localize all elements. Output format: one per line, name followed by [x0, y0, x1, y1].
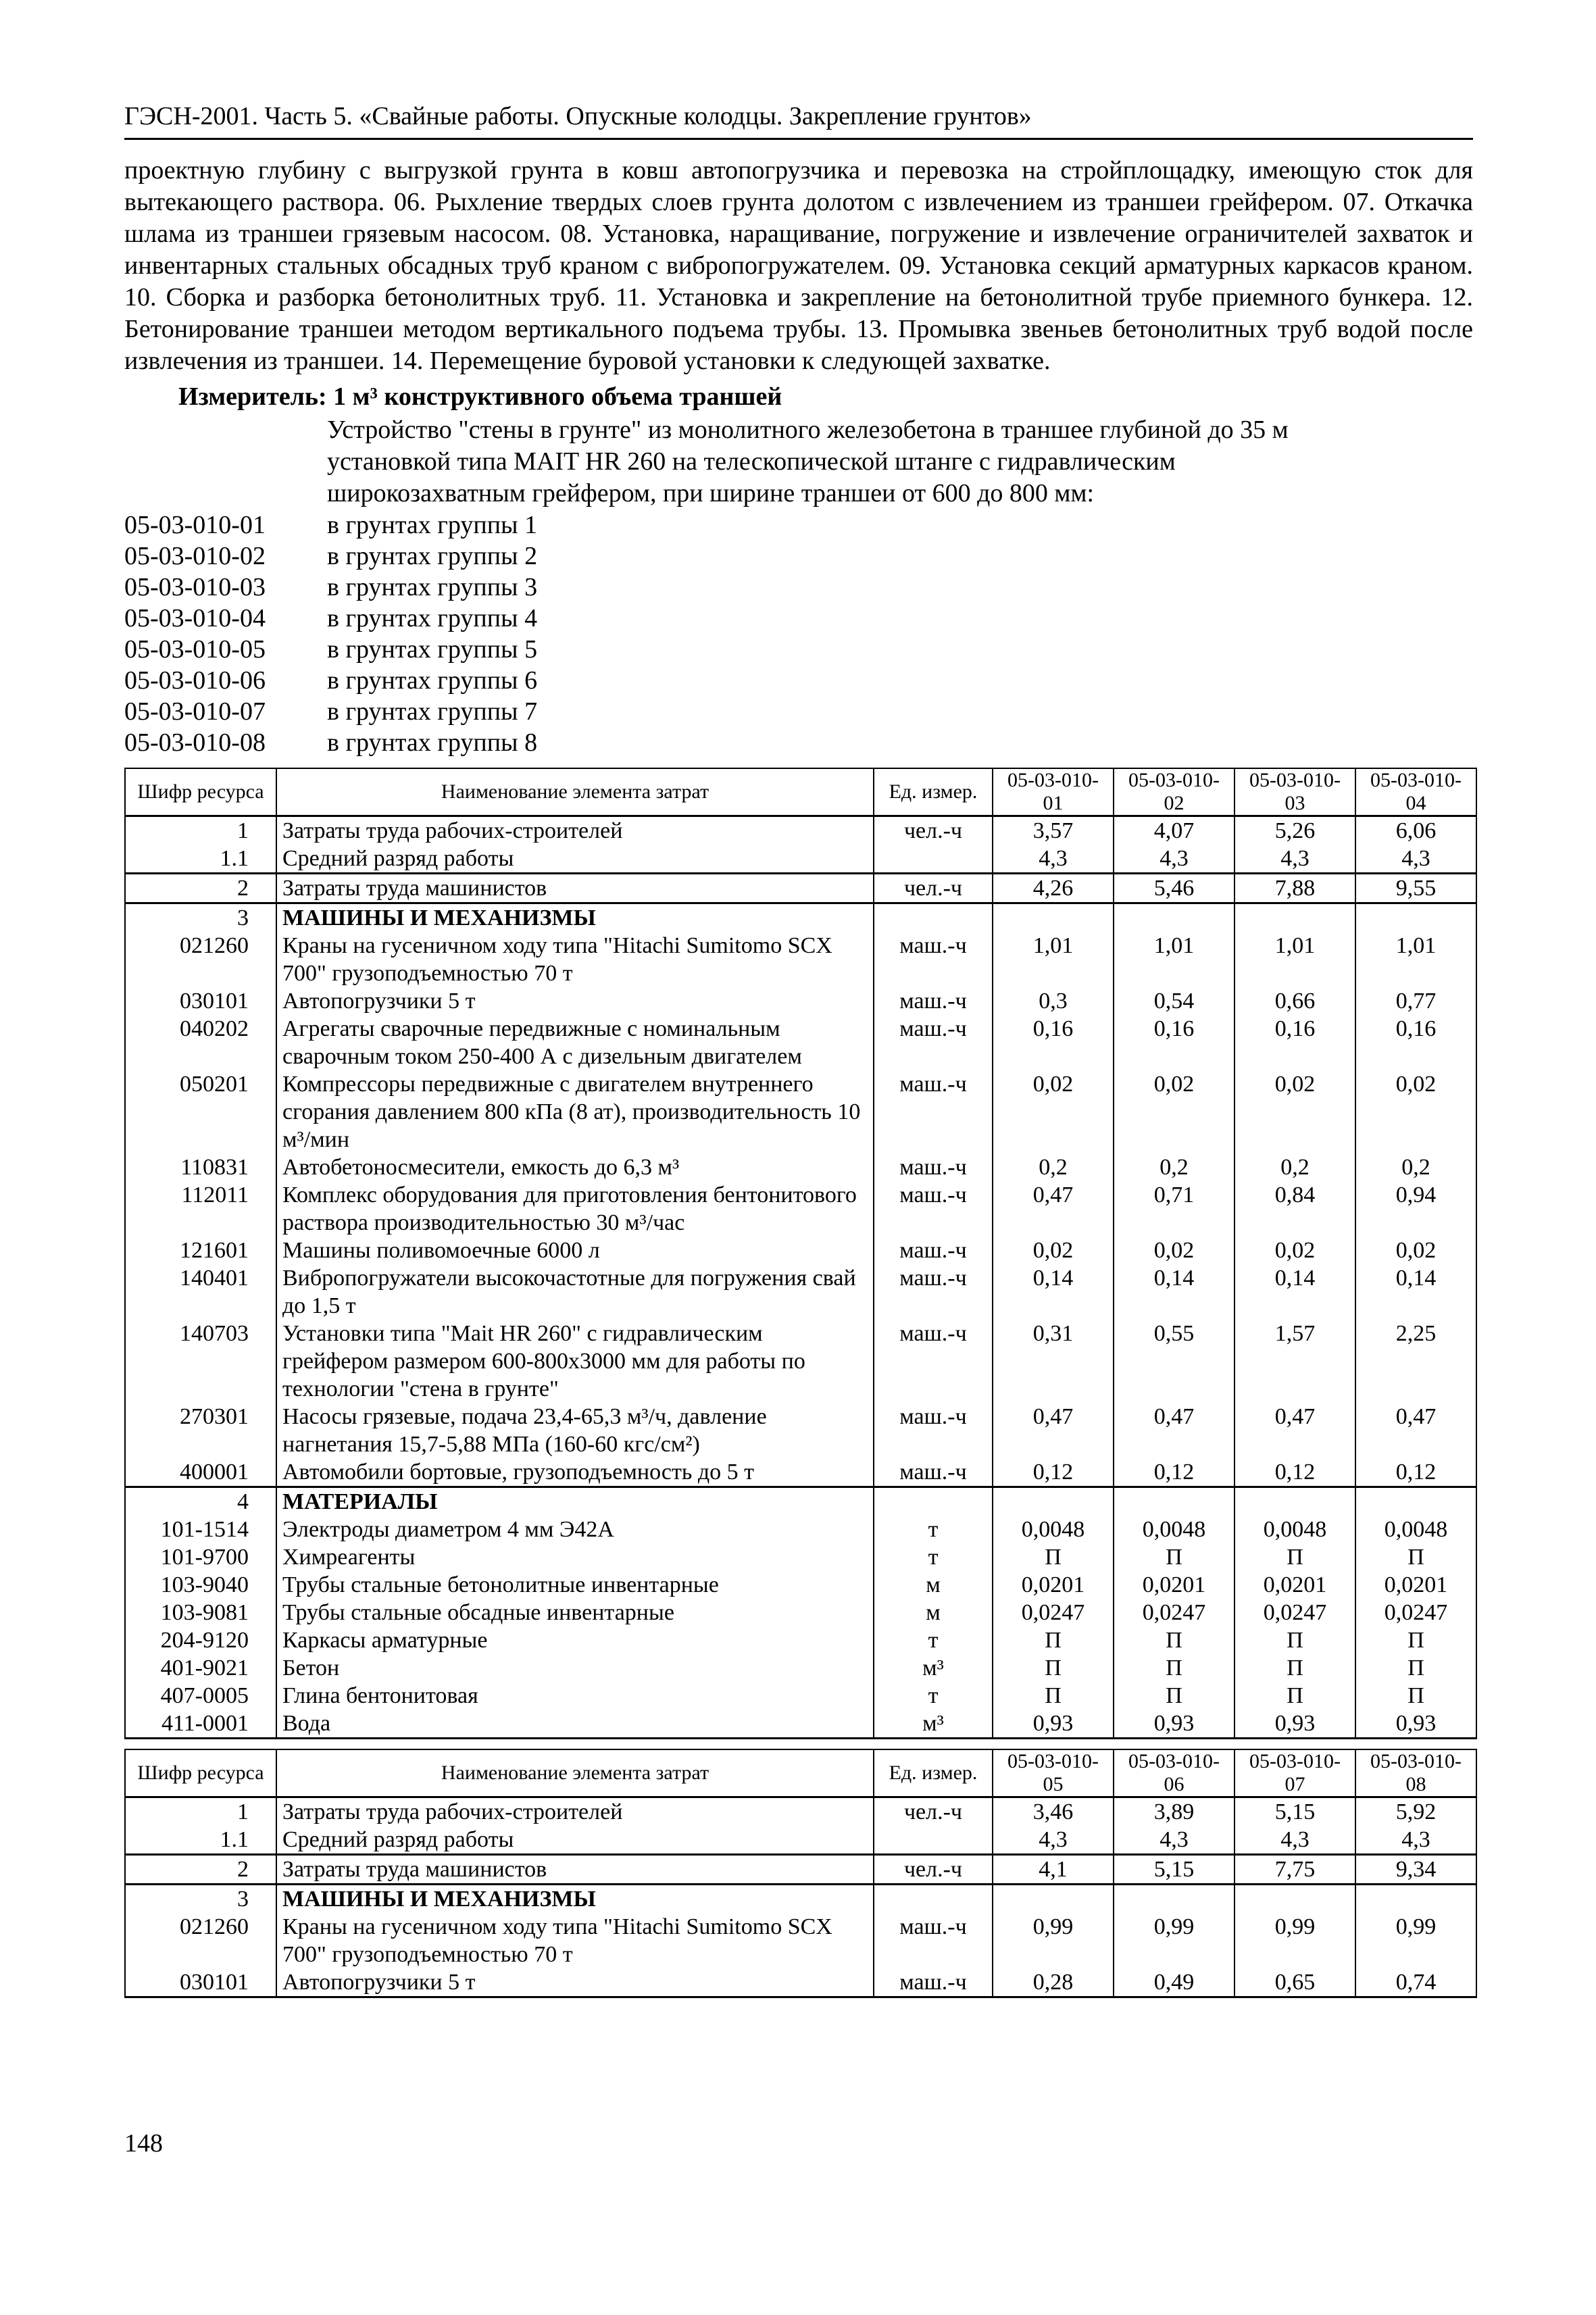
- table-row: [125, 1710, 1476, 1739]
- resource-unit: маш.-ч: [874, 1264, 993, 1320]
- resource-value: 0,54: [1114, 987, 1235, 1015]
- variant-code: 05-03-010-07: [124, 697, 266, 726]
- resource-value: 0,02: [1114, 1237, 1235, 1264]
- table-row: [125, 1885, 1476, 1914]
- resource-value: П: [1114, 1682, 1235, 1710]
- resource-value: 0,14: [1235, 1264, 1355, 1320]
- resource-value: 3,46: [993, 1797, 1114, 1826]
- running-header: ГЭСН-2001. Часть 5. «Свайные работы. Опускные колодцы. Закрепление грунтов»: [124, 101, 1473, 140]
- table-row: [125, 1968, 1476, 1997]
- resource-code: 3: [125, 903, 276, 932]
- resource-value: 3,57: [993, 816, 1114, 845]
- resource-unit: м³: [874, 1654, 993, 1682]
- variant-item: [124, 727, 1473, 758]
- resource-value: П: [993, 1626, 1114, 1654]
- resource-value: П: [1235, 1543, 1355, 1571]
- resource-name: Вибропогружатели высокочастотные для погружения свай до 1,5 т: [276, 1264, 874, 1320]
- resource-code: 400001: [125, 1458, 276, 1487]
- resource-value: 3,89: [1114, 1797, 1235, 1826]
- resource-value: 0,0201: [1114, 1571, 1235, 1599]
- resource-value: 0,93: [993, 1710, 1114, 1739]
- table-row: [125, 1264, 1476, 1320]
- resource-code: 021260: [125, 932, 276, 987]
- resource-name: Каркасы арматурные: [276, 1626, 874, 1654]
- resource-value: 4,1: [993, 1855, 1114, 1885]
- variant-item: [124, 509, 1473, 541]
- resource-value: 1,01: [1235, 932, 1355, 987]
- col-variant: 05-03-010-02: [1114, 768, 1235, 816]
- variant-text: в грунтах группы 5: [327, 635, 538, 664]
- col-variant: 05-03-010-03: [1235, 768, 1355, 816]
- resource-value: 5,26: [1235, 816, 1355, 845]
- resource-unit: т: [874, 1543, 993, 1571]
- resource-value: 4,3: [1355, 1826, 1476, 1855]
- resource-unit: [874, 1487, 993, 1516]
- resource-value: 0,65: [1235, 1968, 1355, 1997]
- variant-text: в грунтах группы 6: [327, 666, 538, 695]
- resource-value: 0,02: [1235, 1070, 1355, 1153]
- intro-text: проектную глубину с выгрузкой грунта в ковш автопогрузчика и перевозка на стройплощадку, имеющую сток для вытекающего раствора. 06. Рыхление твердых слоев грунта долотом с извлечением из траншеи грейфером. 07. Откачка шлама из траншеи грязевым насосом. 08. Установка, наращивание, погружение и извлечение ограничителей захваток и инвентарных стальных обсадных труб краном с вибропогружателем. 09. Установка секций арматурных каркасов краном. 10. Сборка и разборка бетонолитных труб. 11. Установка и закрепление на бетонолитной трубе приемного бункера. 12. Бетонирование траншеи методом вертикального подъема трубы. 13. Промывка звеньев бетонолитных труб водой после извлечения из траншеи. 14. Перемещение буровой установки к следующей захватке.: [124, 156, 1473, 375]
- resource-value: 0,66: [1235, 987, 1355, 1015]
- resource-value: 0,93: [1355, 1710, 1476, 1739]
- resource-value: 0,3: [993, 987, 1114, 1015]
- table-row: [125, 1826, 1476, 1855]
- variant-item: [124, 665, 1473, 696]
- resource-code: 1.1: [125, 845, 276, 874]
- resource-code: 110831: [125, 1153, 276, 1181]
- resource-value: 0,84: [1235, 1181, 1355, 1237]
- resource-code: 270301: [125, 1403, 276, 1458]
- resource-name: Комплекс оборудования для приготовления бентонитового раствора производительностью 30 м³/час: [276, 1181, 874, 1237]
- resource-value: 0,02: [1235, 1237, 1355, 1264]
- variant-text: в грунтах группы 7: [327, 697, 538, 726]
- resource-value: 0,74: [1355, 1968, 1476, 1997]
- resource-value: 4,3: [1235, 845, 1355, 874]
- table-row: [125, 1913, 1476, 1968]
- table-row: [125, 903, 1476, 932]
- variant-code: 05-03-010-06: [124, 666, 266, 695]
- variant-item: [124, 634, 1473, 665]
- resource-code: 021260: [125, 1913, 276, 1968]
- table-row: [125, 1626, 1476, 1654]
- resource-unit: чел.-ч: [874, 874, 993, 903]
- resource-code: 411-0001: [125, 1710, 276, 1739]
- resource-value: [1355, 1885, 1476, 1914]
- resource-value: 0,2: [1235, 1153, 1355, 1181]
- resource-value: 9,55: [1355, 874, 1476, 903]
- resource-name: Краны на гусеничном ходу типа "Hitachi Sumitomo SCX 700" грузоподъемностью 70 т: [276, 1913, 874, 1968]
- resource-value: 0,93: [1235, 1710, 1355, 1739]
- resource-name: Трубы стальные обсадные инвентарные: [276, 1599, 874, 1626]
- resource-value: П: [1355, 1682, 1476, 1710]
- resource-value: [993, 1487, 1114, 1516]
- resource-value: 7,75: [1235, 1855, 1355, 1885]
- resource-code: 140703: [125, 1320, 276, 1403]
- variant-code: 05-03-010-03: [124, 573, 266, 601]
- table-row: [125, 816, 1476, 845]
- resource-unit: т: [874, 1626, 993, 1654]
- resource-value: 0,99: [1355, 1913, 1476, 1968]
- resource-value: 4,3: [1235, 1826, 1355, 1855]
- resource-code: 1.1: [125, 1826, 276, 1855]
- resource-name: Насосы грязевые, подача 23,4-65,3 м³/ч, давление нагнетания 15,7-5,88 МПа (160-60 кгс/см²): [276, 1403, 874, 1458]
- resource-value: 6,06: [1355, 816, 1476, 845]
- resource-value: П: [993, 1654, 1114, 1682]
- resource-name: Трубы стальные бетонолитные инвентарные: [276, 1571, 874, 1599]
- col-code: Шифр ресурса: [125, 768, 276, 816]
- resource-unit: маш.-ч: [874, 1458, 993, 1487]
- resource-value: 0,0048: [1355, 1516, 1476, 1543]
- table-row: [125, 1403, 1476, 1458]
- desc-line: Устройство "стены в грунте" из монолитного железобетона в траншее глубиной до 35 м: [327, 416, 1289, 444]
- resource-code: 101-1514: [125, 1516, 276, 1543]
- variant-code: 05-03-010-08: [124, 728, 266, 757]
- variant-item: [124, 541, 1473, 572]
- page-number: 148: [124, 2129, 163, 2158]
- resource-value: [1114, 1487, 1235, 1516]
- resource-value: П: [1114, 1543, 1235, 1571]
- resource-unit: маш.-ч: [874, 1237, 993, 1264]
- col-name: Наименование элемента затрат: [276, 768, 874, 816]
- resource-value: 0,0247: [993, 1599, 1114, 1626]
- resource-value: [993, 1885, 1114, 1914]
- variant-text: в грунтах группы 4: [327, 604, 538, 632]
- table-row: [125, 1237, 1476, 1264]
- resource-value: 5,46: [1114, 874, 1235, 903]
- resource-code: 103-9040: [125, 1571, 276, 1599]
- resource-code: 112011: [125, 1181, 276, 1237]
- resource-code: 407-0005: [125, 1682, 276, 1710]
- resource-unit: маш.-ч: [874, 1181, 993, 1237]
- resource-unit: маш.-ч: [874, 987, 993, 1015]
- table-row: [125, 987, 1476, 1015]
- resource-code: 401-9021: [125, 1654, 276, 1682]
- resource-value: [1114, 1885, 1235, 1914]
- resource-value: [1355, 903, 1476, 932]
- resource-name: Агрегаты сварочные передвижные с номинальным сварочным током 250-400 А с дизельным двигателем: [276, 1015, 874, 1070]
- col-variant: 05-03-010-06: [1114, 1749, 1235, 1797]
- desc-line: широкозахватным грейфером, при ширине траншеи от 600 до 800 мм:: [327, 479, 1095, 507]
- document-page: [124, 101, 1473, 1998]
- resource-name: Затраты труда рабочих-строителей: [276, 816, 874, 845]
- resource-unit: [874, 845, 993, 874]
- variant-text: в грунтах группы 1: [327, 511, 538, 539]
- variant-code: 05-03-010-02: [124, 542, 266, 570]
- resource-value: П: [993, 1543, 1114, 1571]
- resource-unit: маш.-ч: [874, 1070, 993, 1153]
- resource-value: 0,0247: [1355, 1599, 1476, 1626]
- table-row: [125, 1181, 1476, 1237]
- resource-value: 0,0201: [1235, 1571, 1355, 1599]
- table-row: [125, 1320, 1476, 1403]
- variant-text: в грунтах группы 3: [327, 573, 538, 601]
- resource-name: Затраты труда машинистов: [276, 1855, 874, 1885]
- resource-value: 0,02: [1355, 1237, 1476, 1264]
- resource-value: 0,99: [1114, 1913, 1235, 1968]
- resource-table-1: [124, 768, 1477, 1739]
- resource-name: Краны на гусеничном ходу типа "Hitachi Sumitomo SCX 700" грузоподъемностью 70 т: [276, 932, 874, 987]
- resource-value: [1235, 1487, 1355, 1516]
- col-variant: 05-03-010-04: [1355, 768, 1476, 816]
- variant-item: [124, 572, 1473, 603]
- resource-value: 0,0247: [1235, 1599, 1355, 1626]
- table-row: [125, 932, 1476, 987]
- table-row: [125, 1599, 1476, 1626]
- resource-unit: маш.-ч: [874, 932, 993, 987]
- intro-paragraph: [124, 155, 1473, 377]
- resource-code: 030101: [125, 1968, 276, 1997]
- col-variant: 05-03-010-01: [993, 768, 1114, 816]
- resource-value: 4,26: [993, 874, 1114, 903]
- col-name: Наименование элемента затрат: [276, 1749, 874, 1797]
- resource-value: 0,02: [1355, 1070, 1476, 1153]
- resource-value: 0,12: [993, 1458, 1114, 1487]
- resource-value: 0,93: [1114, 1710, 1235, 1739]
- resource-value: 0,12: [1355, 1458, 1476, 1487]
- resource-value: 0,94: [1355, 1181, 1476, 1237]
- resource-value: [1235, 903, 1355, 932]
- resource-name: Средний разряд работы: [276, 1826, 874, 1855]
- resource-unit: маш.-ч: [874, 1320, 993, 1403]
- resource-value: 4,3: [993, 845, 1114, 874]
- resource-value: 1,01: [1355, 932, 1476, 987]
- resource-value: П: [1355, 1543, 1476, 1571]
- table-row: [125, 874, 1476, 903]
- table-row: [125, 1015, 1476, 1070]
- col-variant: 05-03-010-07: [1235, 1749, 1355, 1797]
- col-variant: 05-03-010-08: [1355, 1749, 1476, 1797]
- resource-unit: т: [874, 1516, 993, 1543]
- resource-name: МАТЕРИАЛЫ: [276, 1487, 874, 1516]
- resource-value: 0,47: [1235, 1403, 1355, 1458]
- resource-code: 101-9700: [125, 1543, 276, 1571]
- resource-value: 0,14: [1114, 1264, 1235, 1320]
- resource-code: 050201: [125, 1070, 276, 1153]
- table-row: [125, 1571, 1476, 1599]
- resource-code: 1: [125, 1797, 276, 1826]
- variant-code: 05-03-010-05: [124, 635, 266, 664]
- resource-value: 1,57: [1235, 1320, 1355, 1403]
- resource-value: 0,99: [993, 1913, 1114, 1968]
- resource-code: 1: [125, 816, 276, 845]
- resource-value: 0,31: [993, 1320, 1114, 1403]
- work-description: [124, 414, 1473, 509]
- resource-unit: маш.-ч: [874, 1015, 993, 1070]
- resource-code: 140401: [125, 1264, 276, 1320]
- resource-name: Химреагенты: [276, 1543, 874, 1571]
- resource-value: П: [1114, 1654, 1235, 1682]
- resource-value: П: [993, 1682, 1114, 1710]
- resource-table-2: [124, 1749, 1477, 1998]
- resource-value: 4,3: [993, 1826, 1114, 1855]
- resource-value: 0,99: [1235, 1913, 1355, 1968]
- resource-unit: м³: [874, 1710, 993, 1739]
- table-row: [125, 1487, 1476, 1516]
- resource-value: 0,14: [1355, 1264, 1476, 1320]
- resource-value: 0,47: [993, 1403, 1114, 1458]
- resource-code: 3: [125, 1885, 276, 1914]
- col-variant: 05-03-010-05: [993, 1749, 1114, 1797]
- resource-unit: м: [874, 1599, 993, 1626]
- resource-value: 4,3: [1114, 1826, 1235, 1855]
- resource-unit: чел.-ч: [874, 816, 993, 845]
- resource-value: 0,02: [993, 1237, 1114, 1264]
- resource-code: 103-9081: [125, 1599, 276, 1626]
- resource-value: 4,3: [1114, 845, 1235, 874]
- resource-unit: [874, 1885, 993, 1914]
- resource-value: 0,2: [1355, 1153, 1476, 1181]
- resource-value: 1,01: [1114, 932, 1235, 987]
- resource-code: 2: [125, 874, 276, 903]
- resource-value: 0,12: [1114, 1458, 1235, 1487]
- resource-name: Машины поливомоечные 6000 л: [276, 1237, 874, 1264]
- resource-unit: маш.-ч: [874, 1153, 993, 1181]
- variant-item: [124, 603, 1473, 634]
- resource-unit: чел.-ч: [874, 1855, 993, 1885]
- resource-unit: т: [874, 1682, 993, 1710]
- variant-text: в грунтах группы 8: [327, 728, 538, 757]
- col-unit: Ед. измер.: [874, 1749, 993, 1797]
- resource-value: [1355, 1487, 1476, 1516]
- table-row: [125, 1682, 1476, 1710]
- resource-value: 0,14: [993, 1264, 1114, 1320]
- resource-value: 0,0048: [993, 1516, 1114, 1543]
- resource-value: 0,47: [1355, 1403, 1476, 1458]
- resource-value: [1235, 1885, 1355, 1914]
- resource-value: 0,47: [993, 1181, 1114, 1237]
- table-row: [125, 1458, 1476, 1487]
- resource-value: 0,16: [993, 1015, 1114, 1070]
- resource-value: 0,0201: [993, 1571, 1114, 1599]
- resource-code: 204-9120: [125, 1626, 276, 1654]
- table-row: [125, 1516, 1476, 1543]
- resource-name: Автопогрузчики 5 т: [276, 987, 874, 1015]
- table-row: [125, 845, 1476, 874]
- resource-value: 5,92: [1355, 1797, 1476, 1826]
- resource-value: 0,02: [1114, 1070, 1235, 1153]
- resource-value: 0,55: [1114, 1320, 1235, 1403]
- table-row: [125, 1070, 1476, 1153]
- resource-value: 4,3: [1355, 845, 1476, 874]
- resource-name: Автобетоносмесители, емкость до 6,3 м³: [276, 1153, 874, 1181]
- resource-value: 0,0048: [1114, 1516, 1235, 1543]
- resource-unit: маш.-ч: [874, 1968, 993, 1997]
- resource-value: [993, 903, 1114, 932]
- resource-value: П: [1235, 1682, 1355, 1710]
- resource-code: 4: [125, 1487, 276, 1516]
- resource-unit: маш.-ч: [874, 1403, 993, 1458]
- resource-value: 0,0201: [1355, 1571, 1476, 1599]
- resource-name: Установки типа "Mait HR 260" с гидравлическим грейфером размером 600-800х3000 мм для работы по технологии "стена в грунте": [276, 1320, 874, 1403]
- resource-value: 0,2: [993, 1153, 1114, 1181]
- resource-value: П: [1235, 1626, 1355, 1654]
- resource-value: 4,07: [1114, 816, 1235, 845]
- table-row: [125, 1654, 1476, 1682]
- variant-item: [124, 696, 1473, 727]
- resource-name: МАШИНЫ И МЕХАНИЗМЫ: [276, 903, 874, 932]
- resource-name: Глина бентонитовая: [276, 1682, 874, 1710]
- resource-value: [1114, 903, 1235, 932]
- resource-value: 5,15: [1235, 1797, 1355, 1826]
- resource-value: 0,16: [1355, 1015, 1476, 1070]
- resource-value: П: [1355, 1654, 1476, 1682]
- resource-value: 0,0048: [1235, 1516, 1355, 1543]
- resource-name: Компрессоры передвижные с двигателем внутреннего сгорания давлением 800 кПа (8 ат), производительность 10 м³/мин: [276, 1070, 874, 1153]
- resource-unit: [874, 903, 993, 932]
- resource-name: Затраты труда машинистов: [276, 874, 874, 903]
- col-unit: Ед. измер.: [874, 768, 993, 816]
- resource-value: 5,15: [1114, 1855, 1235, 1885]
- variant-code: 05-03-010-01: [124, 511, 266, 539]
- resource-value: 0,71: [1114, 1181, 1235, 1237]
- resource-value: 7,88: [1235, 874, 1355, 903]
- resource-value: 0,16: [1235, 1015, 1355, 1070]
- table-row: [125, 1855, 1476, 1885]
- table-row: [125, 1543, 1476, 1571]
- resource-unit: м: [874, 1571, 993, 1599]
- resource-value: 0,49: [1114, 1968, 1235, 1997]
- table-row: [125, 1797, 1476, 1826]
- resource-value: 0,02: [993, 1070, 1114, 1153]
- resource-unit: чел.-ч: [874, 1797, 993, 1826]
- resource-value: П: [1235, 1654, 1355, 1682]
- resource-name: Вода: [276, 1710, 874, 1739]
- table-row: [125, 1153, 1476, 1181]
- resource-value: 0,16: [1114, 1015, 1235, 1070]
- variant-text: в грунтах группы 2: [327, 542, 538, 570]
- resource-value: 1,01: [993, 932, 1114, 987]
- resource-value: П: [1355, 1626, 1476, 1654]
- resource-unit: маш.-ч: [874, 1913, 993, 1968]
- resource-name: Бетон: [276, 1654, 874, 1682]
- resource-name: Автопогрузчики 5 т: [276, 1968, 874, 1997]
- resource-value: П: [1114, 1626, 1235, 1654]
- resource-value: 0,28: [993, 1968, 1114, 1997]
- resource-code: 121601: [125, 1237, 276, 1264]
- resource-value: 9,34: [1355, 1855, 1476, 1885]
- variant-list: [124, 509, 1473, 758]
- variant-code: 05-03-010-04: [124, 604, 266, 632]
- resource-code: 2: [125, 1855, 276, 1885]
- resource-value: 0,47: [1114, 1403, 1235, 1458]
- measure-unit: Измеритель: 1 м³ конструктивного объема траншей: [178, 382, 782, 411]
- resource-unit: [874, 1826, 993, 1855]
- resource-code: 040202: [125, 1015, 276, 1070]
- resource-code: 030101: [125, 987, 276, 1015]
- resource-value: 0,0247: [1114, 1599, 1235, 1626]
- resource-name: Автомобили бортовые, грузоподъемность до 5 т: [276, 1458, 874, 1487]
- col-code: Шифр ресурса: [125, 1749, 276, 1797]
- resource-value: 0,12: [1235, 1458, 1355, 1487]
- resource-value: 2,25: [1355, 1320, 1476, 1403]
- resource-name: Средний разряд работы: [276, 845, 874, 874]
- resource-name: Затраты труда рабочих-строителей: [276, 1797, 874, 1826]
- resource-value: 0,2: [1114, 1153, 1235, 1181]
- desc-line: установкой типа MAIT HR 260 на телескопической штанге с гидравлическим: [327, 447, 1176, 476]
- resource-value: 0,77: [1355, 987, 1476, 1015]
- resource-name: Электроды диаметром 4 мм Э42А: [276, 1516, 874, 1543]
- resource-name: МАШИНЫ И МЕХАНИЗМЫ: [276, 1885, 874, 1914]
